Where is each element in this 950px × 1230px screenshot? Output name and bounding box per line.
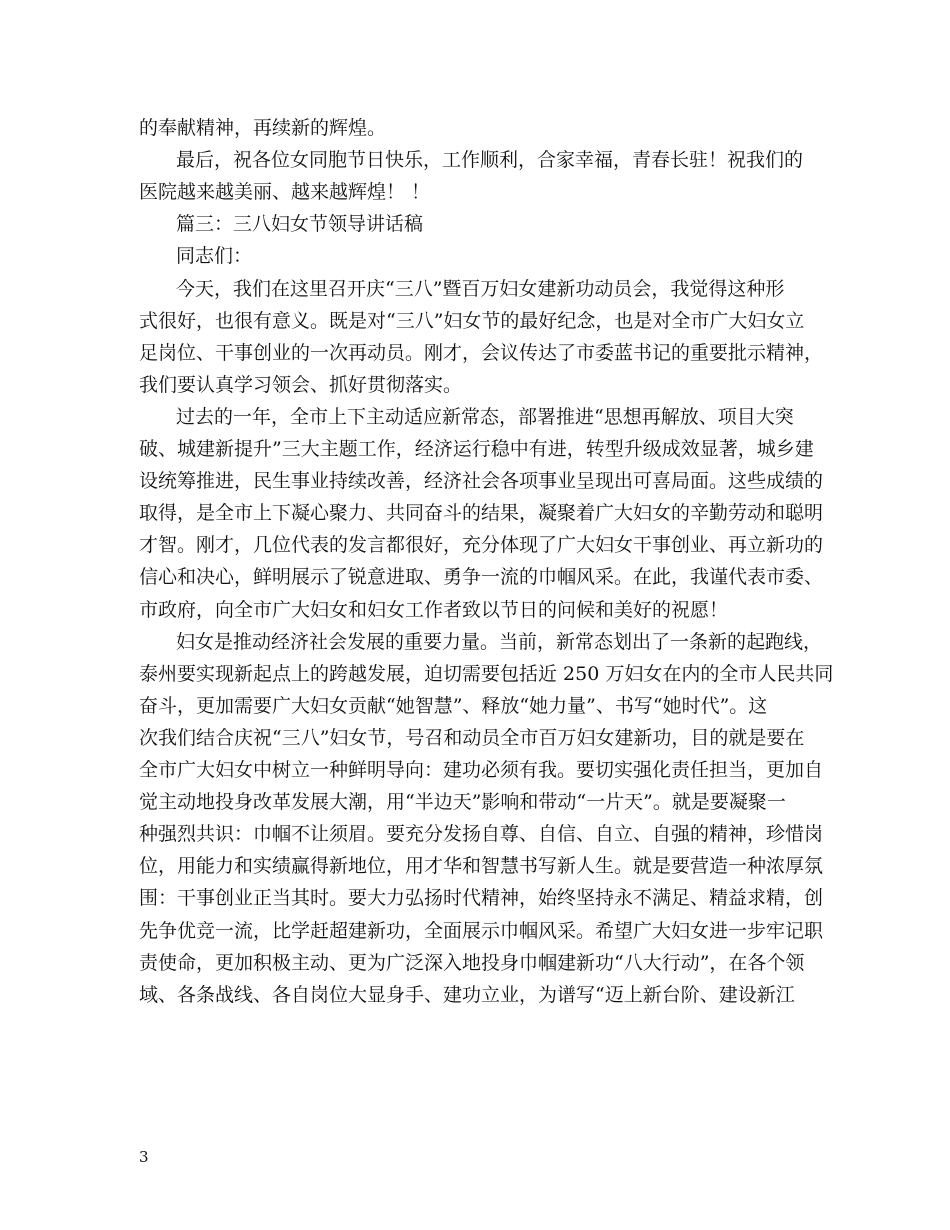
text-line: 篇三：三八妇女节领导讲话稿 [176, 213, 424, 235]
text-line: 医院越来越美丽、越来越辉煌！ ！ [139, 181, 431, 203]
text-line: 破、城建新提升”三大主题工作，经济运行稳中有进，转型升级成效显著，城乡建 [139, 438, 814, 460]
text-line: 种强烈共识：巾帼不让须眉。要充分发扬自尊、自信、自立、自强的精神，珍惜岗 [139, 823, 824, 845]
text-line: 先争优竞一流，比学赶超建新功，全面展示巾帼风采。希望广大妇女进一步牢记职 [139, 920, 824, 942]
text-line: 泰州要实现新起点上的跨越发展，迫切需要包括近 250 万妇女在内的全市人民共同 [139, 663, 834, 685]
text-line: 才智。刚才，几位代表的发言都很好，充分体现了广大妇女干事创业、再立新功的 [139, 534, 824, 556]
text-line: 觉主动地投身改革发展大潮，用“半边天”影响和带动“一片天”。就是要凝聚一 [139, 791, 786, 813]
text-line: 信心和决心，鲜明展示了锐意进取、勇争一流的巾帼风采。在此，我谨代表市委、 [139, 566, 824, 588]
text-line: 次我们结合庆祝“三八”妇女节，号召和动员全市百万妇女建新功，目的就是要在 [139, 727, 805, 749]
text-line: 位，用能力和实绩赢得新地位，用才华和智慧书写新人生。就是要营造一种浓厚氛 [139, 855, 824, 877]
text-line: 最后，祝各位女同胞节日快乐，工作顺利，合家幸福，青春长驻！祝我们的 [176, 149, 804, 171]
text-line: 全市广大妇女中树立一种鲜明导向：建功必须有我。要切实强化责任担当，更加自 [139, 759, 824, 781]
text-line: 设统筹推进，民生事业持续改善，经济社会各项事业呈现出可喜局面。这些成绩的 [139, 470, 824, 492]
text-line: 域、各条战线、各自岗位大显身手、建功立业，为谱写“迈上新台阶、建设新江 [139, 984, 795, 1006]
text-line: 市政府，向全市广大妇女和妇女工作者致以节日的问候和美好的祝愿！ [139, 599, 729, 621]
text-line: 妇女是推动经济社会发展的重要力量。当前，新常态划出了一条新的起跑线， [176, 631, 823, 653]
page-number: 3 [139, 1148, 149, 1166]
text-line: 今天，我们在这里召开庆“三八”暨百万妇女建新功动员会，我觉得这种形 [176, 278, 785, 300]
text-line: 同志们： [176, 245, 253, 267]
text-line: 的奉献精神，再续新的辉煌。 [139, 117, 387, 139]
text-line: 责使命，更加积极主动、更为广泛深入地投身巾帼建新功“八大行动”，在各个领 [139, 952, 805, 974]
text-line: 式很好，也很有意义。既是对“三八”妇女节的最好纪念，也是对全市广大妇女立 [139, 310, 805, 332]
text-line: 取得，是全市上下凝心聚力、共同奋斗的结果，凝聚着广大妇女的辛勤劳动和聪明 [139, 502, 824, 524]
text-line: 我们要认真学习领会、抓好贯彻落实。 [139, 374, 463, 396]
text-line: 围：干事创业正当其时。要大力弘扬时代精神，始终坚持永不满足、精益求精，创 [139, 887, 824, 909]
text-line: 足岗位、干事创业的一次再动员。刚才，会议传达了市委蓝书记的重要批示精神， [139, 342, 824, 364]
text-line: 过去的一年，全市上下主动适应新常态，部署推进“思想再解放、项目大突 [176, 406, 794, 428]
text-line: 奋斗，更加需要广大妇女贡献“她智慧”、释放“她力量”、书写“她时代”。这 [139, 695, 768, 717]
